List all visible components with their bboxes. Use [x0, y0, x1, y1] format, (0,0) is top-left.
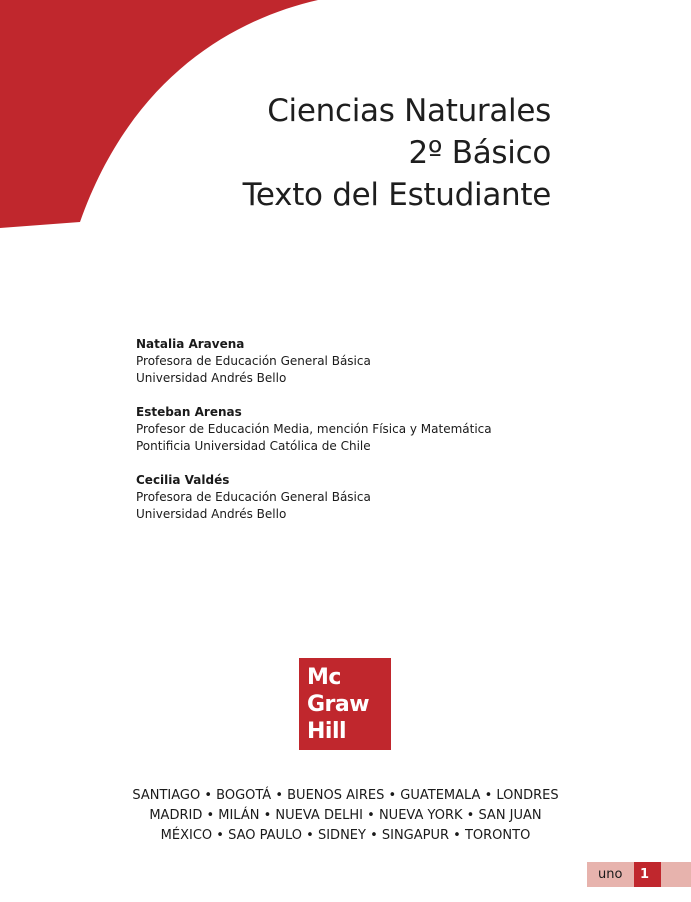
author-institution: Universidad Andrés Bello — [136, 507, 287, 521]
page-number-box — [634, 862, 661, 887]
logo-text-hill: Hill — [307, 719, 347, 744]
author-credential: Profesora de Educación General Básica — [136, 490, 371, 504]
author-institution: Universidad Andrés Bello — [136, 371, 287, 385]
logo-text-mc: Mc — [307, 665, 341, 690]
author-institution: Pontificia Universidad Católica de Chile — [136, 439, 371, 453]
page-number-tab — [587, 862, 691, 887]
title-subject: Ciencias Naturales — [267, 93, 551, 129]
publisher-cities — [0, 786, 691, 846]
title-grade: 2º Básico — [408, 135, 551, 171]
author-name: Esteban Arenas — [136, 405, 242, 419]
author-name: Cecilia Valdés — [136, 473, 230, 487]
page-number-word: uno — [598, 867, 623, 882]
logo-text-graw: Graw — [307, 692, 370, 717]
cities-line: MADRID • MILÁN • NUEVA DELHI • NUEVA YORK • SAN JUAN — [149, 808, 542, 823]
author-entry — [136, 336, 492, 387]
title-type: Texto del Estudiante — [242, 177, 551, 213]
cities-line: MÉXICO • SAO PAULO • SIDNEY • SINGAPUR • TORONTO — [160, 828, 531, 843]
author-name: Natalia Aravena — [136, 337, 245, 351]
page-number: 1 — [640, 867, 650, 882]
author-credential: Profesora de Educación General Básica — [136, 354, 371, 368]
author-credential: Profesor de Educación Media, mención Física y Matemática — [136, 422, 492, 436]
cities-line: SANTIAGO • BOGOTÁ • BUENOS AIRES • GUATEMALA • LONDRES — [132, 788, 559, 803]
publisher-logo — [299, 658, 391, 750]
book-title — [243, 90, 551, 216]
author-entry — [136, 472, 492, 523]
author-entry — [136, 404, 492, 455]
authors-list — [136, 336, 492, 540]
